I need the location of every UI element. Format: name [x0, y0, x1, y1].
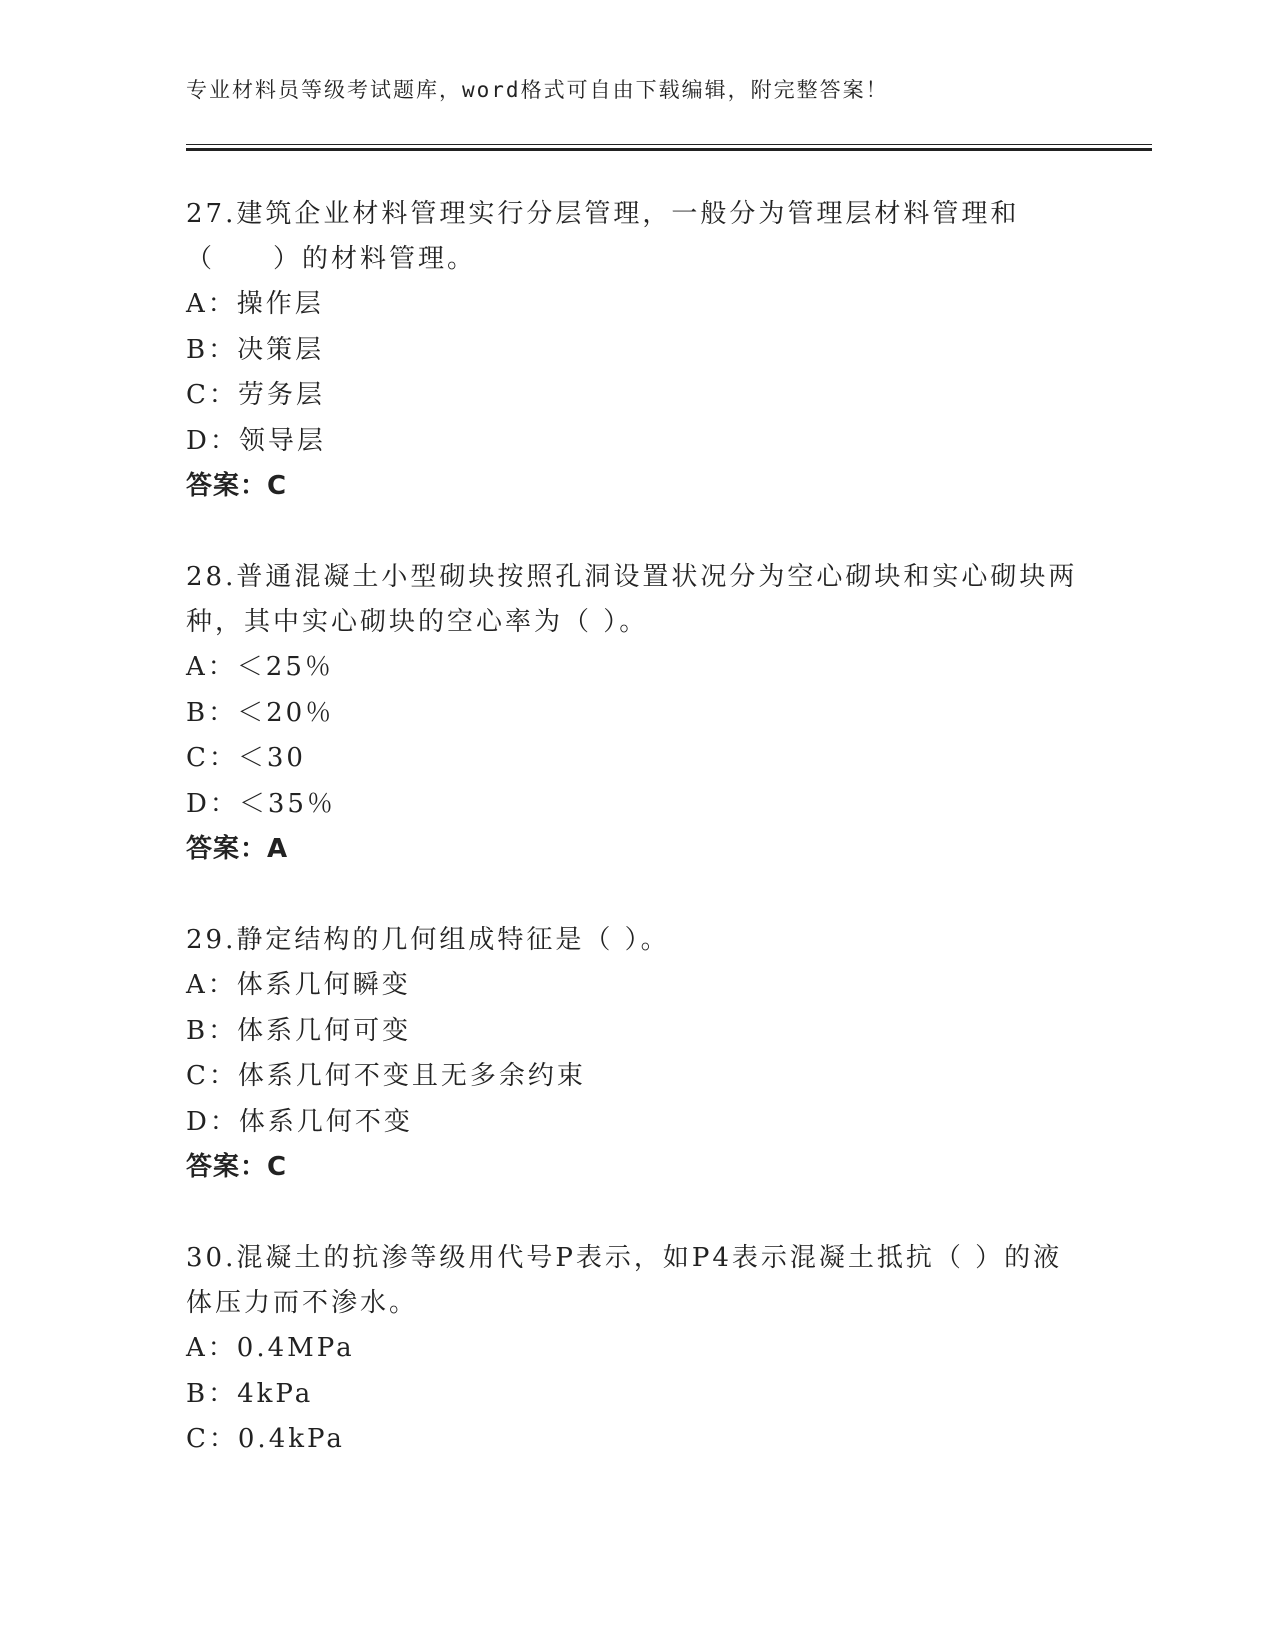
option-a: A：＜25％ — [186, 652, 334, 682]
option-d: D：体系几何不变 — [186, 1106, 413, 1137]
option-b: B：体系几何可变 — [186, 1015, 412, 1046]
header-divider-thick — [186, 148, 1152, 151]
option-c: C：＜30 — [186, 743, 306, 773]
question-28 — [186, 555, 1086, 872]
question-27 — [186, 192, 1086, 509]
question-stem: 30.混凝土的抗渗等级用代号P表示，如P4表示混凝土抵抗（ ）的液体压力而不渗水。 — [186, 1243, 1063, 1318]
option-c: C：体系几何不变且无多余约束 — [186, 1061, 586, 1091]
question-stem: 28.普通混凝土小型砌块按照孔洞设置状况分为空心砌块和实心砌块两种，其中实心砌块的空心率为（ ）。 — [186, 562, 1078, 637]
option-c: C：劳务层 — [186, 380, 325, 410]
option-a: A：0.4MPa — [186, 1333, 355, 1363]
header-divider-thin — [186, 144, 1152, 145]
option-b: B：4kPa — [186, 1378, 314, 1409]
page-header: 专业材料员等级考试题库，word格式可自由下载编辑，附完整答案！ — [186, 78, 889, 102]
option-d: D：领导层 — [186, 425, 326, 456]
question-stem: 29.静定结构的几何组成特征是（ ）。 — [186, 925, 670, 955]
option-c: C：0.4kPa — [186, 1424, 345, 1454]
answer: 答案：A — [186, 834, 289, 864]
option-a: A：操作层 — [186, 289, 324, 319]
question-30 — [186, 1236, 1086, 1463]
option-b: B：决策层 — [186, 334, 325, 365]
answer: 答案：C — [186, 471, 288, 501]
option-a: A：体系几何瞬变 — [186, 970, 411, 1000]
option-d: D：＜35％ — [186, 788, 336, 819]
option-b: B：＜20％ — [186, 697, 335, 728]
question-stem: 27.建筑企业材料管理实行分层管理，一般分为管理层材料管理和（ ）的材料管理。 — [186, 199, 1020, 274]
answer: 答案：C — [186, 1152, 288, 1182]
question-29 — [186, 918, 1086, 1190]
